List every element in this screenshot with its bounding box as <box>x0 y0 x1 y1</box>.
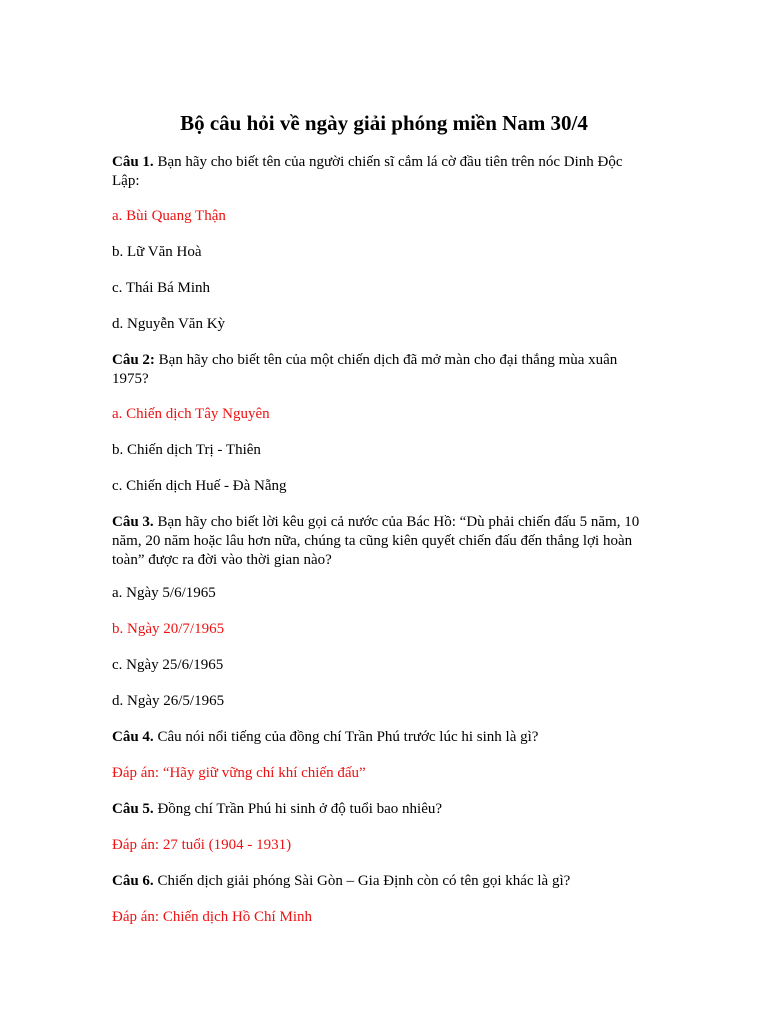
question-text: Chiến dịch giải phóng Sài Gòn – Gia Định còn có tên gọi khác là gì? <box>153 873 571 889</box>
question-label: Câu 1. <box>112 154 154 170</box>
question-text: Bạn hãy cho biết lời kêu gọi cả nước của Bác Hồ: “Dù phải chiến đấu 5 năm, 10 năm, 20 năm hoặc lâu hơn nữa, chúng ta cũng kiên quyết chiến đấu đến thắng lợi hoàn toàn” được ra đời vào thời gian nào? <box>112 514 640 568</box>
question-4 <box>112 728 652 747</box>
question-label: Câu 5. <box>112 801 154 817</box>
question-3-option-a: a. Ngày 5/6/1965 <box>112 585 216 601</box>
question-3-option-c: c. Ngày 25/6/1965 <box>112 657 224 673</box>
question-1 <box>112 153 652 191</box>
question-label: Câu 6. <box>112 873 154 889</box>
question-1-option-b: b. Lữ Văn Hoà <box>112 244 202 260</box>
question-1-option-a: a. Bùi Quang Thận <box>112 208 226 224</box>
question-3 <box>112 513 652 570</box>
question-2 <box>112 351 652 389</box>
question-6-answer: Đáp án: Chiến dịch Hồ Chí Minh <box>112 909 312 925</box>
question-text: Đồng chí Trần Phú hi sinh ở độ tuổi bao nhiêu? <box>153 801 443 817</box>
question-label: Câu 2: <box>112 352 155 368</box>
question-text: Bạn hãy cho biết tên của một chiến dịch đã mở màn cho đại thắng mùa xuân 1975? <box>112 352 618 387</box>
question-label: Câu 3. <box>112 514 154 530</box>
question-2-option-c: c. Chiến dịch Huế - Đà Nẵng <box>112 478 287 494</box>
question-3-option-d: d. Ngày 26/5/1965 <box>112 693 225 709</box>
question-text: Bạn hãy cho biết tên của người chiến sĩ cắm lá cờ đầu tiên trên nóc Dinh Độc Lập: <box>112 154 623 189</box>
document-title: Bộ câu hỏi về ngày giải phóng miền Nam 30/4 <box>180 111 588 135</box>
question-4-answer: Đáp án: “Hãy giữ vững chí khí chiến đấu” <box>112 765 366 781</box>
question-2-option-a: a. Chiến dịch Tây Nguyên <box>112 406 270 422</box>
question-text: Câu nói nổi tiếng của đồng chí Trần Phú trước lúc hi sinh là gì? <box>153 729 539 745</box>
question-6 <box>112 872 652 891</box>
question-label: Câu 4. <box>112 729 154 745</box>
question-5-answer: Đáp án: 27 tuổi (1904 - 1931) <box>112 837 292 853</box>
question-1-option-d: d. Nguyễn Văn Kỳ <box>112 316 226 332</box>
question-3-option-b: b. Ngày 20/7/1965 <box>112 621 225 637</box>
question-1-option-c: c. Thái Bá Minh <box>112 280 211 296</box>
question-2-option-b: b. Chiến dịch Trị - Thiên <box>112 442 261 458</box>
question-5 <box>112 800 652 819</box>
